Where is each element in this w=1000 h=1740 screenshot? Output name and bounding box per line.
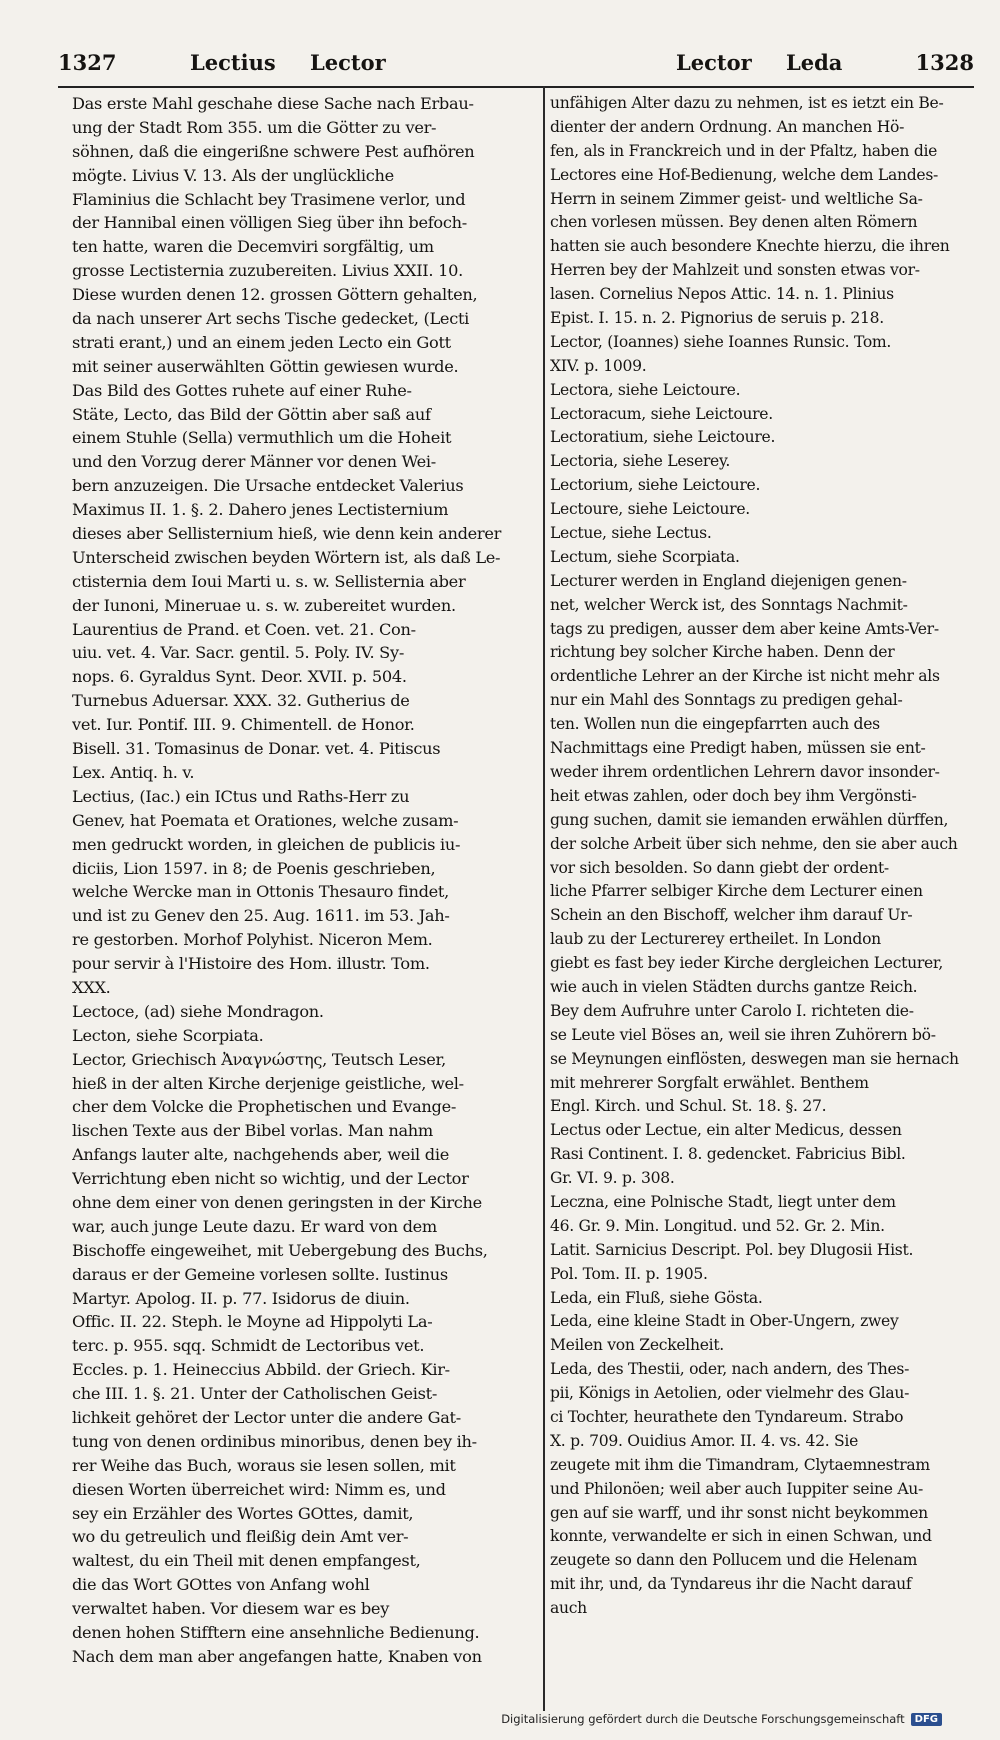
text-line: ung der Stadt Rom 355. um die Götter zu ver- <box>72 117 437 137</box>
text-line: tags zu predigen, ausser dem aber keine Amts-Ver- <box>550 619 939 638</box>
text-line: söhnen, daß die eingerißne schwere Pest aufhören <box>72 141 475 161</box>
text-line: lasen. Cornelius Nepos Attic. 14. n. 1. Plinius <box>550 285 894 304</box>
text-line: konnte, verwandelte er sich in einen Schwan, und <box>550 1527 932 1546</box>
text-line: und Philonöen; weil aber auch Iuppiter seine Au- <box>550 1479 924 1498</box>
text-line: unfähigen Alter dazu zu nehmen, ist es ietzt ein Be- <box>550 94 944 112</box>
text-line: diciis, Lion 1597. in 8; de Poenis geschrieben, <box>72 858 436 878</box>
text-line: Diese wurden denen 12. grossen Göttern gehalten, <box>72 285 478 305</box>
text-line: ordentliche Lehrer an der Kirche ist nicht mehr als <box>550 667 940 686</box>
text-line: chen vorlesen müssen. Bey denen alten Römern <box>550 213 918 232</box>
text-line: hatten sie auch besondere Knechte hierzu, die ihren <box>550 237 950 256</box>
text-line: rer Weihe das Buch, woraus sie lesen sollen, mit <box>72 1455 456 1475</box>
left-column <box>72 92 538 1669</box>
page-number-right: 1328 <box>915 50 974 75</box>
text-line: wie auch in vielen Städten durchs gantze Reich. <box>550 977 918 996</box>
text-line: diesen Worten überreichet wird: Nimm es, und <box>72 1479 446 1499</box>
text-line: Gr. VI. 9. p. 308. <box>550 1169 675 1188</box>
text-line: Lecturer werden in England diejenigen genen- <box>550 571 907 590</box>
text-line: Anfangs lauter alte, nachgehends aber, weil die <box>72 1145 449 1165</box>
text-line: bern anzuzeigen. Die Ursache entdecket Valerius <box>72 476 464 496</box>
text-line: Lectue, siehe Lectus. <box>550 524 712 543</box>
text-line: strati erant,) und an einem jeden Lecto ein Gott <box>72 332 451 352</box>
text-line: che III. 1. §. 21. Unter der Catholischen Geist- <box>72 1384 438 1404</box>
header-term-left-1: Lectius <box>190 50 276 75</box>
text-line: Martyr. Apolog. II. p. 77. Isidorus de diuin. <box>72 1288 410 1308</box>
text-line: Bischoffe eingeweihet, mit Uebergebung des Buchs, <box>72 1240 488 1260</box>
text-line: Bey dem Aufruhre unter Carolo I. richteten die- <box>550 1001 914 1020</box>
header-term-left-2: Lector <box>310 50 386 75</box>
text-line: weder ihrem ordentlichen Lehrern davor insonder- <box>550 762 940 781</box>
text-line: grosse Lectisternia zuzubereiten. Livius XXII. 10. <box>72 261 463 281</box>
text-line: nur ein Mahl des Sonntags zu predigen gehal- <box>550 691 903 710</box>
text-line: die das Wort GOttes von Anfang wohl <box>72 1575 370 1595</box>
text-line: nops. 6. Gyraldus Synt. Deor. XVII. p. 504. <box>72 667 407 687</box>
text-line: und den Vorzug derer Männer vor denen Wei- <box>72 452 436 472</box>
text-line: se Meynungen einflösten, deswegen man sie hernach <box>550 1049 959 1068</box>
text-line: re gestorben. Morhof Polyhist. Niceron Mem. <box>72 930 433 950</box>
text-line: vet. Iur. Pontif. III. 9. Chimentell. de Honor. <box>72 715 415 735</box>
text-line: net, welcher Werck ist, des Sonntags Nachmit- <box>550 595 908 614</box>
text-line: der solche Arbeit über sich nehme, den sie aber auch <box>550 834 958 853</box>
text-line: einem Stuhle (Sella) vermuthlich um die Hoheit <box>72 428 452 448</box>
text-line: XIV. p. 1009. <box>550 356 647 375</box>
text-line: Engl. Kirch. und Schul. St. 18. §. 27. <box>550 1097 827 1116</box>
page-number-left: 1327 <box>58 50 117 75</box>
text-line: Meilen von Zeckelheit. <box>550 1336 724 1355</box>
text-line: mit mehrerer Sorgfalt erwählet. Benthem <box>550 1073 869 1092</box>
text-line: Das erste Mahl geschahe diese Sache nach Erbau- <box>72 94 474 113</box>
text-line: Nachmittags eine Predigt haben, müssen sie ent- <box>550 739 926 758</box>
text-line: Unterscheid zwischen beyden Wörtern ist, als daß Le- <box>72 547 501 567</box>
header-term-right-1: Lector <box>676 50 752 75</box>
dfg-logo: DFG <box>911 1713 942 1726</box>
text-line: zeugete so dann den Pollucem und die Helenam <box>550 1551 918 1570</box>
running-header <box>58 50 974 84</box>
text-line: Leda, ein Fluß, siehe Gösta. <box>550 1288 763 1307</box>
text-line: Herren bey der Mahlzeit und sonsten etwas vor- <box>550 261 920 280</box>
text-line: dieses aber Sellisternium hieß, wie denn kein anderer <box>72 524 502 544</box>
text-line: ci Tochter, heurathete den Tyndareum. Strabo <box>550 1407 904 1426</box>
text-line: laub zu der Lecturerey ertheilet. In London <box>550 930 881 949</box>
text-line: ohne dem einer von denen geringsten in der Kirche <box>72 1192 482 1212</box>
text-line: Lectum, siehe Scorpiata. <box>550 547 740 566</box>
text-line: Lectus oder Lectue, ein alter Medicus, dessen <box>550 1121 902 1140</box>
text-line: waltest, du ein Theil mit denen empfangest, <box>72 1551 421 1571</box>
text-line: cher dem Volcke die Prophetischen und Evange- <box>72 1097 457 1117</box>
text-line: Epist. I. 15. n. 2. Pignorius de seruis p. 218. <box>550 309 884 328</box>
text-line: Lectores eine Hof-Bedienung, welche dem Landes- <box>550 165 938 184</box>
text-line: Lecton, siehe Scorpiata. <box>72 1025 264 1045</box>
text-line: liche Pfarrer selbiger Kirche dem Lecturer einen <box>550 882 923 901</box>
text-line: Leda, des Thestii, oder, nach andern, des Thes- <box>550 1360 910 1379</box>
text-line: lischen Texte aus der Bibel vorlas. Man nahm <box>72 1121 433 1141</box>
text-line: pour servir à l'Histoire des Hom. illustr. Tom. <box>72 954 430 974</box>
text-line: auch <box>550 1599 587 1618</box>
text-line: giebt es fast bey ieder Kirche dergleichen Lecturer, <box>550 954 944 973</box>
text-line: men gedruckt worden, in gleichen de publicis iu- <box>72 834 461 854</box>
text-line: Lectoracum, siehe Leictoure. <box>550 404 773 423</box>
text-line: da nach unserer Art sechs Tische gedecket, (Lecti <box>72 309 470 329</box>
text-line: Turnebus Aduersar. XXX. 32. Gutherius de <box>72 691 410 711</box>
text-line: und ist zu Genev den 25. Aug. 1611. im 53. Jah- <box>72 906 450 926</box>
right-column <box>550 92 980 1621</box>
text-line: Laurentius de Prand. et Coen. vet. 21. Con- <box>72 619 416 639</box>
text-line: richtung bey solcher Kirche haben. Denn der <box>550 643 895 662</box>
text-line: 46. Gr. 9. Min. Longitud. und 52. Gr. 2. Min. <box>550 1216 885 1235</box>
text-line: Rasi Continent. I. 8. gedencket. Fabricius Bibl. <box>550 1145 906 1164</box>
text-line: sey ein Erzähler des Wortes GOttes, damit, <box>72 1503 414 1523</box>
text-line: Lectoce, (ad) siehe Mondragon. <box>72 1001 324 1021</box>
text-line: mögte. Livius V. 13. Als der unglückliche <box>72 165 394 185</box>
text-line: Genev, hat Poemata et Orationes, welche zusam- <box>72 810 459 830</box>
text-line: Bisell. 31. Tomasinus de Donar. vet. 4. Pitiscus <box>72 739 441 759</box>
text-line: X. p. 709. Ouidius Amor. II. 4. vs. 42. Sie <box>550 1431 859 1450</box>
text-line: terc. p. 955. sqq. Schmidt de Lectoribus vet. <box>72 1336 425 1356</box>
text-line: Pol. Tom. II. p. 1905. <box>550 1264 708 1283</box>
text-line: vor sich besolden. So dann giebt der ordent- <box>550 858 889 877</box>
text-line: Latit. Sarnicius Descript. Pol. bey Dlugosii Hist. <box>550 1240 914 1259</box>
text-line: wo du getreulich und fleißig dein Amt ver- <box>72 1527 409 1547</box>
text-line: mit seiner auserwählten Göttin gewiesen wurde. <box>72 356 459 376</box>
text-line: ctisternia dem Ioui Marti u. s. w. Sellisternia aber <box>72 571 466 591</box>
text-line: Eccles. p. 1. Heineccius Abbild. der Griech. Kir- <box>72 1360 450 1380</box>
text-line: pii, Königs in Aetolien, oder vielmehr des Glau- <box>550 1384 910 1403</box>
text-line: ten hatte, waren die Decemviri sorgfältig, um <box>72 237 434 257</box>
text-line: Lectoure, siehe Leictoure. <box>550 500 750 519</box>
text-line: denen hohen Stifftern eine ansehnliche Bedienung. <box>72 1623 480 1642</box>
text-line: daraus er der Gemeine vorlesen sollte. Iustinus <box>72 1264 448 1284</box>
header-term-right-2: Leda <box>786 50 843 75</box>
text-line: tung von denen ordinibus minoribus, denen bey ih- <box>72 1431 477 1451</box>
text-line: dienter der andern Ordnung. An manchen Hö- <box>550 117 905 136</box>
text-line: mit ihr, und, da Tyndareus ihr die Nacht darauf <box>550 1575 912 1594</box>
text-line: Schein an den Bischoff, welcher ihm darauf Ur- <box>550 906 913 925</box>
text-line: Lector, (Ioannes) siehe Ioannes Runsic. Tom. <box>550 332 892 351</box>
digitization-footer <box>501 1712 942 1726</box>
text-line: Nach dem man aber angefangen hatte, Knaben von <box>72 1646 482 1666</box>
header-rule <box>58 86 974 88</box>
text-line: Leda, eine kleine Stadt in Ober-Ungern, zwey <box>550 1312 899 1331</box>
text-line: Lectora, siehe Leictoure. <box>550 380 741 399</box>
text-line: Lex. Antiq. h. v. <box>72 762 195 782</box>
text-line: gen auf sie warff, und ihr sonst nicht beykommen <box>550 1503 928 1522</box>
text-line: XXX. <box>72 977 111 997</box>
text-line: Lectoratium, siehe Leictoure. <box>550 428 776 447</box>
text-line: Lectius, (Iac.) ein ICtus und Raths-Herr zu <box>72 786 410 806</box>
text-line: welche Wercke man in Ottonis Thesauro findet, <box>72 882 449 902</box>
text-line: der Hannibal einen völligen Sieg über ihn befoch- <box>72 213 467 233</box>
text-line: war, auch junge Leute dazu. Er ward von dem <box>72 1216 437 1236</box>
text-line: se Leute viel Böses an, weil sie ihren Zuhörern bö- <box>550 1025 936 1044</box>
text-line: Lectoria, siehe Leserey. <box>550 452 731 471</box>
text-line: Maximus II. 1. §. 2. Dahero jenes Lectisternium <box>72 500 449 520</box>
text-line: heit etwas zahlen, oder doch bey ihm Vergönsti- <box>550 786 917 805</box>
text-line: Das Bild des Gottes ruhete auf einer Ruhe- <box>72 380 412 400</box>
column-divider <box>543 86 545 1711</box>
text-line: lichkeit gehöret der Lector unter die andere Gat- <box>72 1407 461 1427</box>
text-line: Lector, Griechisch Ἀναγνώστης, Teutsch Leser, <box>72 1049 446 1069</box>
text-line: Stäte, Lecto, das Bild der Göttin aber saß auf <box>72 404 431 424</box>
text-line: der Iunoni, Mineruae u. s. w. zubereitet wurden. <box>72 595 456 615</box>
text-line: hieß in der alten Kirche derjenige geistliche, wel- <box>72 1073 464 1093</box>
footer-text: Digitalisierung gefördert durch die Deutsche Forschungsgemeinschaft <box>501 1712 905 1726</box>
text-line: Offic. II. 22. Steph. le Moyne ad Hippolyti La- <box>72 1312 433 1332</box>
text-line: verwaltet haben. Vor diesem war es bey <box>72 1599 390 1619</box>
text-line: Lectorium, siehe Leictoure. <box>550 476 761 495</box>
text-line: uiu. vet. 4. Var. Sacr. gentil. 5. Poly. IV. Sy- <box>72 643 404 663</box>
text-line: zeugete mit ihm die Timandram, Clytaemnestram <box>550 1455 930 1474</box>
text-line: fen, als in Franckreich und in der Pfaltz, haben die <box>550 141 938 160</box>
text-line: Herrn in seinem Zimmer geist- und weltliche Sa- <box>550 189 923 208</box>
text-line: Verrichtung eben nicht so wichtig, und der Lector <box>72 1169 469 1189</box>
text-line: gung suchen, damit sie iemanden erwählen dürffen, <box>550 810 949 829</box>
text-line: Flaminius die Schlacht bey Trasimene verlor, und <box>72 189 466 209</box>
text-line: Leczna, eine Polnische Stadt, liegt unter dem <box>550 1192 896 1211</box>
text-line: ten. Wollen nun die eingepfarrten auch des <box>550 715 880 734</box>
